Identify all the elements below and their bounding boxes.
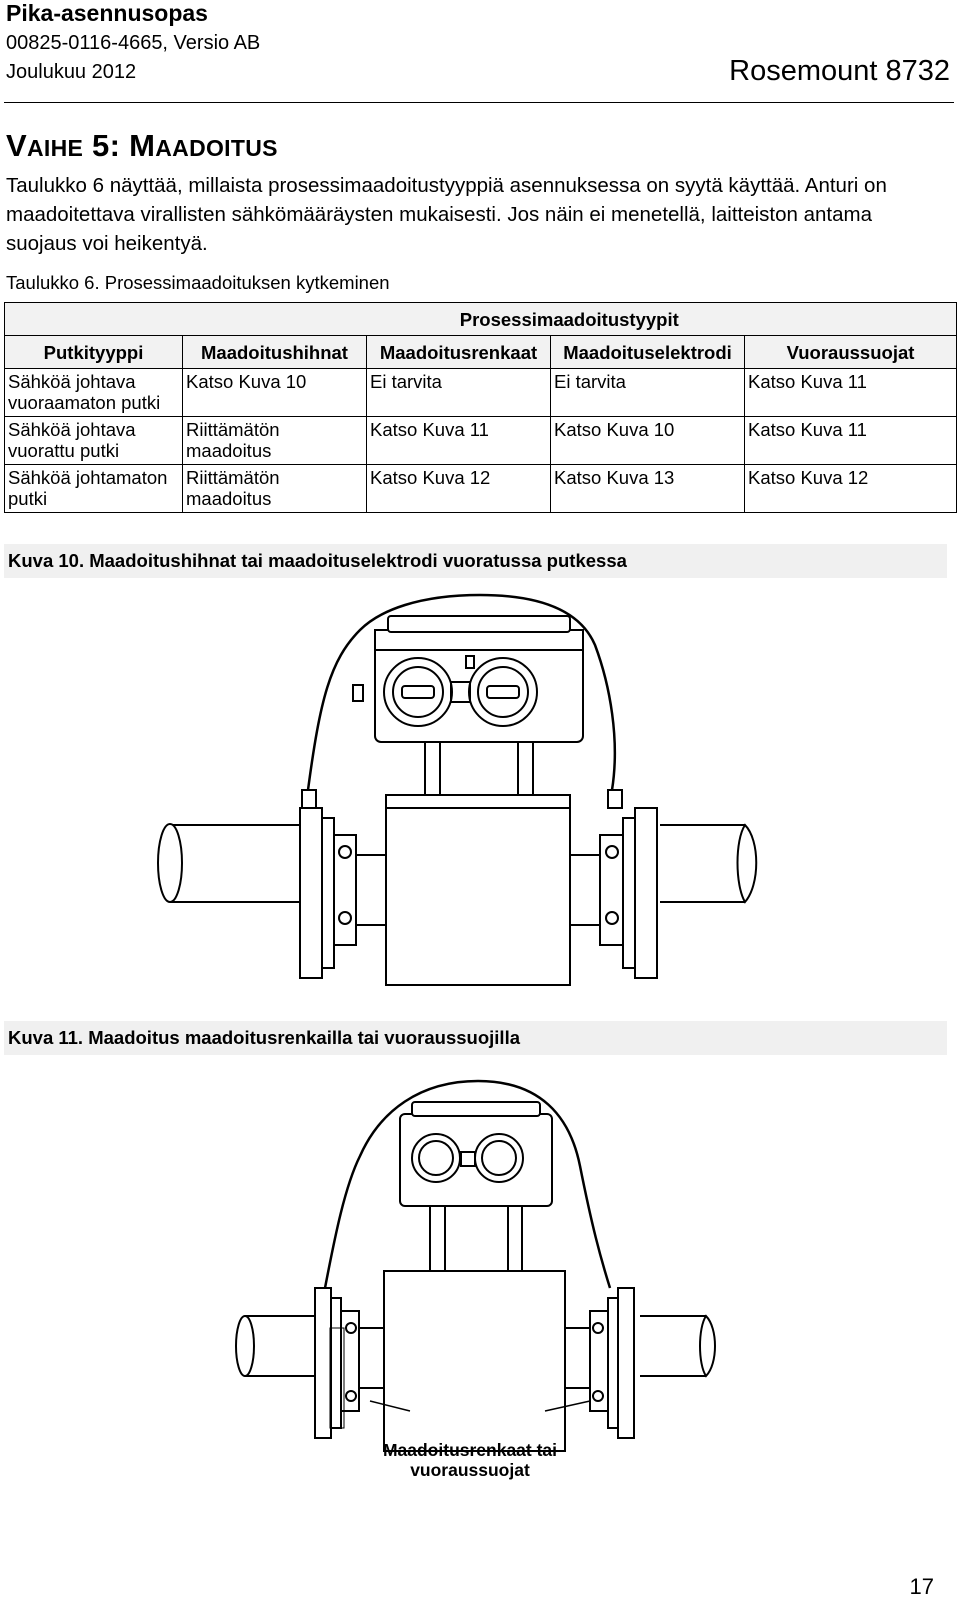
table-row [5, 465, 957, 513]
table-group-header-row [5, 303, 957, 336]
header-title: Pika-asennusopas [6, 0, 208, 26]
table-cell: Katso Kuva 12 [745, 465, 957, 513]
table-cell: Katso Kuva 12 [367, 465, 551, 513]
table-cell: Sähköä johtava vuoraamaton putki [5, 369, 183, 417]
product-name: Rosemount 8732 [729, 55, 950, 87]
callout-line: vuoraussuojat [410, 1460, 530, 1480]
section-title-part: V [6, 128, 27, 163]
section-title-part: AIHE [26, 135, 84, 161]
callout-line: Maadoitusrenkaat tai [382, 1440, 558, 1460]
grounding-table [4, 302, 957, 513]
table-column-header: Maadoitusrenkaat [367, 336, 551, 369]
table-header-empty [5, 303, 183, 336]
table-column-header: Vuoraussuojat [745, 336, 957, 369]
table-header-row [5, 336, 957, 369]
section-title-part: 5: M [83, 128, 156, 163]
table-column-header: Maadoituselektrodi [551, 336, 745, 369]
figure-11-caption: Kuva 11. Maadoitus maadoitusrenkailla tai vuoraussuojilla [4, 1021, 947, 1055]
table-column-header: Putkityyppi [5, 336, 183, 369]
table-cell: Riittämätön maadoitus [183, 417, 367, 465]
table-cell: Katso Kuva 10 [551, 417, 745, 465]
figure-10-caption: Kuva 10. Maadoitushihnat tai maadoituselektrodi vuoratussa putkessa [4, 544, 947, 578]
table-cell: Sähköä johtamaton putki [5, 465, 183, 513]
figure-11-flowmeter-drawing [0, 1066, 960, 1486]
table-cell: Ei tarvita [367, 369, 551, 417]
table-cell: Riittämätön maadoitus [183, 465, 367, 513]
figure-10-flowmeter-drawing [0, 590, 960, 1000]
table-group-header: Prosessimaadoitustyypit [183, 303, 957, 336]
section-title [6, 128, 278, 164]
table-row [5, 369, 957, 417]
table-cell: Katso Kuva 13 [551, 465, 745, 513]
table-column-header: Maadoitushihnat [183, 336, 367, 369]
table-caption: Taulukko 6. Prosessimaadoituksen kytkeminen [6, 272, 390, 293]
table-row [5, 417, 957, 465]
header-rule [4, 102, 954, 103]
document-date: Joulukuu 2012 [6, 61, 137, 83]
figure-11-callout [340, 1440, 600, 1480]
document-number: 00825-0116-4665, Versio AB [6, 32, 261, 54]
page-number: 17 [909, 1574, 934, 1599]
table-cell: Katso Kuva 11 [745, 369, 957, 417]
table-cell: Katso Kuva 11 [367, 417, 551, 465]
section-title-part: AADOITUS [155, 135, 278, 161]
table-cell: Katso Kuva 10 [183, 369, 367, 417]
table-cell: Ei tarvita [551, 369, 745, 417]
table-cell: Sähköä johtava vuorattu putki [5, 417, 183, 465]
intro-paragraph: Taulukko 6 näyttää, millaista prosessimaadoitustyyppiä asennuksessa on syytä käyttää. Anturi on maadoitettava virallisten sähkömääräysten mukaisesti. Jos näin ei menetellä, laitteiston antama suojaus voi heikentyä. [6, 174, 887, 255]
table-cell: Katso Kuva 11 [745, 417, 957, 465]
